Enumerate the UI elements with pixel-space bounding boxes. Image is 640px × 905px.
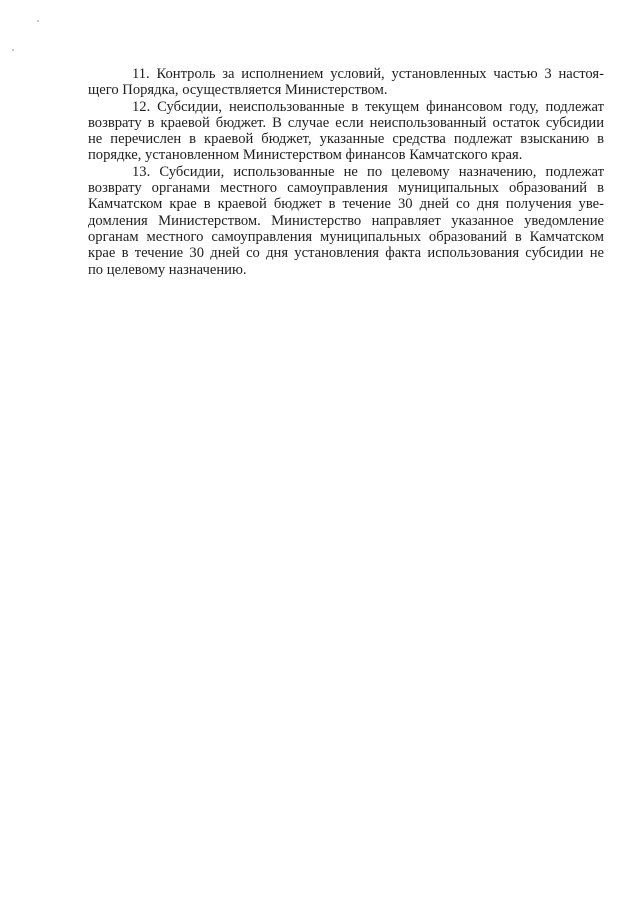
paragraph-11 — [88, 66, 604, 99]
document-body — [88, 66, 604, 278]
paragraph-line: возврату органами местного самоуправления муниципальных образований в — [88, 180, 604, 197]
paragraph-line: 12. Субсидии, неиспользованные в текущем финансовом году, подлежат — [132, 98, 604, 115]
scan-artifact-dot — [37, 20, 39, 22]
paragraph-line: порядке, установленном Министерством финансов Камчатского края. — [88, 147, 523, 164]
paragraph-line: домления Министерством. Министерство направляет указанное уведомление — [88, 212, 604, 229]
paragraph-line: органам местного самоуправления муниципальных образований в Камчатском — [88, 228, 604, 245]
paragraph-line: возврату в краевой бюджет. В случае если неиспользованный остаток субсидии — [88, 114, 604, 131]
paragraph-line: Камчатском крае в краевой бюджет в течение 30 дней со дня получения уве- — [88, 196, 604, 213]
paragraph-line: щего Порядка, осуществляется Министерством. — [88, 82, 388, 99]
paragraph-13 — [88, 164, 604, 278]
scan-artifact-dot — [12, 49, 14, 51]
paragraph-line: 13. Субсидии, использованные не по целевому назначению, подлежат — [132, 163, 604, 180]
paragraph-line: 11. Контроль за исполнением условий, установленных частью 3 настоя- — [132, 66, 604, 82]
paragraph-line: крае в течение 30 дней со дня установления факта использования субсидии не — [88, 245, 604, 262]
paragraph-12 — [88, 99, 604, 164]
paragraph-line: по целевому назначению. — [88, 261, 247, 278]
paragraph-line: не перечислен в краевой бюджет, указанные средства подлежат взысканию в — [88, 131, 604, 148]
